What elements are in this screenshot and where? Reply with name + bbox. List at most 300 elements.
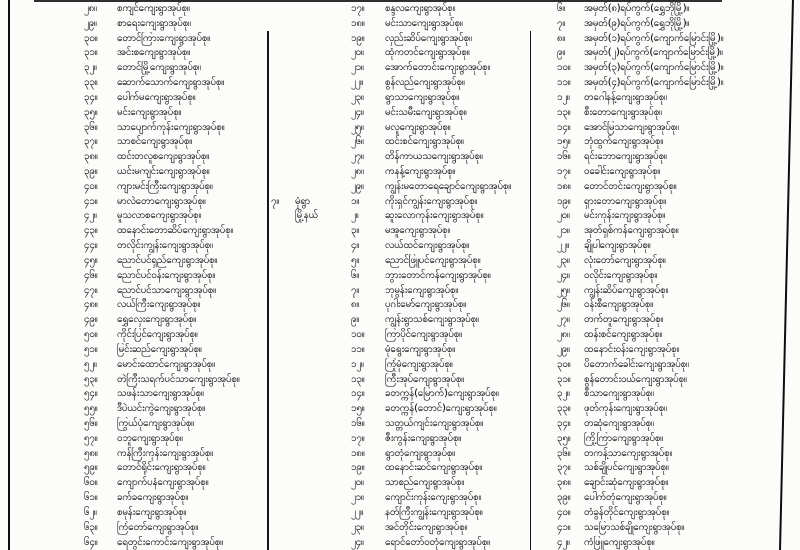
list-item	[84, 76, 267, 91]
entry-number: ၅၄။	[84, 388, 98, 400]
entry-label: အမှတ်(၁)ရပ်ကွက်(ကျောက်မြောင်းမြို့)။	[584, 32, 724, 44]
entry-number: ၈။	[351, 299, 360, 311]
entry-number: ၂၂။	[557, 240, 569, 252]
entry-label: သမြောသစ်ချိုကျေးရွာအုပ်စု။	[584, 521, 685, 533]
list-item	[351, 402, 529, 417]
entry-label: ကျောက်ပနံကျေးရွာအုပ်စု။	[117, 477, 209, 489]
entry-number: ၅၉။	[84, 462, 98, 474]
entry-number: ၂၁။	[351, 62, 364, 74]
list-item	[84, 135, 267, 150]
entry-number: ၁၅။	[351, 403, 365, 415]
list-item	[557, 461, 783, 476]
entry-number: ၁၇။	[351, 432, 365, 444]
entry-number: ၂၅။	[351, 121, 364, 133]
entry-label: ကြွယ်ပုံကျေးရွာအုပ်စု။	[117, 417, 194, 429]
entry-label: ညောင်ပင်သာကျေးရွာအုပ်စု။	[117, 284, 216, 296]
entry-label: ခက်ခကျေးရွာအုပ်စု။	[117, 492, 189, 504]
list-item	[557, 313, 783, 328]
list-item	[351, 209, 529, 224]
entry-number: ၄၁။	[557, 521, 571, 533]
list-item	[84, 521, 267, 536]
list-item	[557, 61, 783, 76]
entry-number: ၅၂။	[84, 358, 97, 370]
entry-number: ၂။	[351, 210, 359, 222]
entry-label: ရေတွင်းကောင်းကျေးရွာအုပ်စု။	[117, 536, 223, 548]
entry-number: ၄၇။	[84, 284, 98, 296]
entry-label: ယင်းမကျင်းကျေးရွာအုပ်စု။	[117, 166, 210, 178]
entry-label: လှည်းဆိပ်ကျေးရွာအုပ်စု။	[385, 32, 472, 44]
page-left-border-line	[8, 0, 10, 550]
entry-label: အမှတ်(၉)ရပ်ကွက်(ရွှေဘိုမြို့)။	[584, 17, 690, 29]
entry-number: ၂၀။	[557, 210, 570, 222]
entry-number: ၂၂။	[351, 77, 363, 89]
entry-label: ဇီးကွန်းကျေးရွာအုပ်စု။	[385, 432, 462, 444]
entry-number: ၂၀။	[351, 477, 364, 489]
entry-number: ၄၄။	[84, 240, 98, 252]
entry-label: သာစည်ကျေးရွာအုပ်စု။	[385, 477, 465, 489]
entry-label: စွန်တောင်းဝယ်ကျေးရွာအုပ်စု။	[584, 373, 687, 385]
list-item	[557, 358, 783, 373]
entry-number: ၁၉။	[557, 195, 571, 207]
entry-label: ကျွန်းဆိပ်ကျေးရွာအုပ်စု။	[584, 284, 669, 296]
list-item	[84, 239, 267, 254]
entry-label: ထနောင်းဝန်းကျေးရွာအုပ်စု။	[584, 343, 680, 355]
entry-number: ၂၃။	[557, 254, 570, 266]
entry-label: ရွာတုံကျေးရွာအုပ်စု။	[385, 447, 455, 459]
entry-label: လယ်ထင်ကျေးရွာအုပ်စု။	[385, 240, 470, 252]
entry-label: စီသာကျေးရွာအုပ်စု။	[584, 388, 654, 400]
list-item	[84, 106, 267, 121]
list-item	[557, 17, 783, 32]
list-item	[557, 491, 783, 506]
entry-label: ဝဘူကျေးရွာအုပ်စု။	[117, 432, 183, 444]
entry-label: သဖန်းသာကျေးရွာအုပ်စု။	[117, 388, 204, 400]
entry-number: ၃၆။	[557, 447, 571, 459]
entry-label: ထန်းစင်ကျေးရွာအုပ်စု။	[584, 329, 663, 341]
entry-number: ၃၉။	[84, 166, 98, 178]
entry-label: ထင်းစင်ကျေးရွာအုပ်စု။	[385, 136, 464, 148]
entry-label: အုတ်ရှစ်ကန်ကျေးရွာအုပ်စု။	[584, 225, 679, 237]
list-item	[84, 417, 267, 432]
entry-label: ကန်ကြီးကုန်းကျေးရွာအုပ်စု။	[117, 447, 213, 459]
list-item	[84, 506, 267, 521]
entry-number: ၅၆။	[84, 417, 98, 429]
entry-label: အမှတ်(၂)ရပ်ကွက်(ကျောက်မြောင်းမြို့)။	[584, 47, 723, 59]
list-item	[84, 358, 267, 373]
list-item	[84, 165, 267, 180]
list-item	[351, 343, 529, 358]
list-item	[351, 91, 529, 106]
list-item	[351, 239, 529, 254]
entry-label: ကြုံမုံကျေးရွာအုပ်စု။	[385, 358, 453, 370]
entry-number: ၃၀။	[557, 358, 571, 370]
entry-label: ညောင်ဖြူပင်ကျေးရွာအုပ်စု။	[385, 254, 481, 266]
list-item	[557, 32, 783, 47]
entry-number: ၉။	[557, 47, 566, 59]
entry-label: သာစင်ကျေးရွာအုပ်စု။	[117, 136, 192, 148]
entry-number: ၁၉။	[351, 462, 365, 474]
entry-number: ၃၂။	[557, 388, 570, 400]
entry-label: ကျားမင်းကြီးကျေးရွာအုပ်စု။	[117, 180, 213, 192]
entry-number: ၁၅။	[557, 136, 571, 148]
entry-label: အင်းစကျေးရွာအုပ်စု။	[117, 47, 190, 59]
list-item	[84, 328, 267, 343]
list-item	[351, 17, 529, 32]
list-item	[557, 432, 783, 447]
entry-number: ၂၃။	[351, 521, 364, 533]
entry-number: ၃၀။	[84, 32, 98, 44]
list-item	[351, 195, 529, 210]
entry-label: အမှတ်(၃)ရပ်ကွက်(ကျောက်မြောင်းမြို့)။	[584, 62, 724, 74]
entry-number: ၃၉။	[557, 492, 571, 504]
entry-label: ချိုပါကျေးရွာအုပ်စု။	[584, 240, 651, 252]
entry-label: တောင်ကြားကျေးရွာအုပ်စု။	[117, 32, 210, 44]
entry-number: ၂၅။	[557, 284, 570, 296]
entry-number: ၆၄။	[84, 536, 98, 548]
entry-label: အမှတ်(၈)ရပ်ကွက်(ရွှေဘိုမြို့)။	[584, 3, 690, 14]
entry-number: ၁၇။	[557, 166, 571, 178]
entry-label: စာရေးကျေးရွာအုပ်စု။	[117, 17, 191, 29]
entry-number: ၁၂။	[351, 358, 364, 370]
list-item	[557, 76, 783, 91]
entry-label: ကိုင်းပြင်ကျေးရွာအုပ်စု။	[117, 329, 198, 341]
entry-number: ၂၀။	[351, 47, 364, 59]
list-item	[557, 91, 783, 106]
entry-number: ၃၁။	[557, 373, 571, 385]
entry-number: ၅၁။	[84, 343, 98, 355]
entry-label: ကျွန်းမတောရေချောင်ကျေးရွာအုပ်စု။	[385, 180, 511, 192]
entry-label: ကံဖြူကျေးရွာအုပ်စု။	[584, 536, 655, 548]
entry-number: ၉။	[351, 314, 360, 326]
list-item	[84, 536, 267, 550]
entry-number: ၅၇။	[84, 432, 98, 444]
list-item	[557, 506, 783, 521]
entry-label: တဆုံကျေးရွာအုပ်စု။	[584, 417, 654, 429]
entry-label: ဘုံထွက်ကျေးရွာအုပ်စု။	[584, 136, 664, 148]
entry-number: ၂၃။	[351, 91, 364, 103]
column-divider-right	[530, 31, 532, 550]
list-item	[84, 195, 267, 210]
entry-label: ကနန့်ကျေးရွာအုပ်စု။	[385, 166, 456, 178]
entry-label: ထနောင်းဆင်ကျေးရွာအုပ်စု။	[385, 462, 483, 474]
entry-label: ကြံတော်ကျေးရွာအုပ်စု။	[117, 521, 199, 533]
entry-label: မင်းကုန်းကျေးရွာအုပ်စု။	[584, 210, 666, 222]
entry-number: ၂၉။	[84, 17, 97, 29]
list-item	[557, 447, 783, 462]
entry-label: ကြီးအုပ်ကျေးရွာအုပ်စု။	[385, 373, 464, 385]
list-item	[351, 180, 529, 195]
list-item	[351, 61, 529, 76]
entry-number: ၁၄။	[557, 121, 571, 133]
list-item	[351, 121, 529, 136]
list-item	[351, 298, 529, 313]
entry-number: ၁။	[351, 195, 360, 207]
entry-number: ၇။	[351, 284, 360, 296]
list-item	[351, 387, 529, 402]
list-item	[84, 432, 267, 447]
list-item	[84, 373, 267, 388]
entry-label: ဘွားတောင်ကန်ကျေးရွာအုပ်စု။	[385, 269, 491, 281]
entry-label: ချောင်းဆုံကျေးရွာအုပ်စု။	[584, 477, 669, 489]
entry-number: ၂၉။	[351, 180, 364, 192]
entry-number: ၂၄။	[351, 106, 364, 118]
list-item	[351, 254, 529, 269]
list-item	[351, 373, 529, 388]
list-item	[557, 387, 783, 402]
entry-label: သာပျောက်ကုန်းကျေးရွာအုပ်စု။	[117, 121, 225, 133]
entry-label: ဘုမွန်းကျေးရွာအုပ်စု။	[385, 284, 459, 296]
list-item	[351, 491, 529, 506]
entry-number: ၆။	[351, 269, 360, 281]
entry-number: ၂၄။	[557, 269, 570, 281]
entry-label: ရင်းဘောကျေးရွာအုပ်စု။	[584, 151, 667, 163]
entry-label: ကြို့ကြာကျေးရွာအုပ်စု။	[584, 432, 663, 444]
entry-number: ၃၅။	[84, 106, 98, 118]
township-heading-line1	[271, 195, 351, 210]
list-item	[351, 506, 529, 521]
entry-number: ၁၀။	[351, 329, 365, 341]
entry-label: ထနောင်းတောဆိပ်ကျေးရွာအုပ်စု။	[117, 225, 234, 237]
list-item	[557, 150, 783, 165]
entry-label: တကန့်သာကျေးရွာအုပ်စု။	[584, 447, 673, 459]
entry-label: ခတက္ကန်(တောင်)ကျေးရွာအုပ်စု။	[385, 403, 497, 415]
entry-number: ၂၈။	[84, 3, 97, 14]
list-item	[84, 32, 267, 47]
village-list-column-left	[84, 0, 267, 550]
entry-label: တဂေါနန့်ကျေးရွာအုပ်စု။	[584, 91, 667, 103]
list-item	[84, 224, 267, 239]
list-item	[84, 91, 267, 106]
list-item	[351, 106, 529, 121]
list-item	[84, 46, 267, 61]
list-item	[557, 284, 783, 299]
list-item	[557, 239, 783, 254]
entry-number: ၁၂။	[557, 91, 570, 103]
entry-label: တောင်ရိုင်းကျေးရွာအုပ်စု။	[117, 462, 206, 474]
entry-label: အမှတ်(၄)ရပ်ကွက်(ကျောက်မြောင်းမြို့)။	[584, 77, 724, 89]
list-item	[351, 76, 529, 91]
entry-label: ကျွန်းရွာသစ်ကျေးရွာအုပ်စု။	[385, 314, 479, 326]
list-item	[351, 32, 529, 47]
list-item	[84, 209, 267, 224]
list-item	[84, 121, 267, 136]
list-item	[351, 313, 529, 328]
entry-number: ၄၅။	[84, 254, 98, 266]
list-item	[84, 491, 267, 506]
entry-label: ထုံကတင်ကျေးရွာအုပ်စု။	[385, 47, 470, 59]
entry-label: ကြာပိုင်ကျေးရွာအုပ်စု။	[385, 329, 462, 341]
entry-number: ၄၃။	[84, 225, 98, 237]
entry-label: မအူကျေးရွာအုပ်စု။	[385, 225, 451, 237]
village-list-column-right	[557, 0, 783, 550]
entry-number: ၆၀။	[84, 477, 98, 489]
list-item	[351, 521, 529, 536]
entry-number: ၄၀။	[84, 180, 98, 192]
entry-number: ၃၇။	[557, 462, 571, 474]
entry-label: မင်းကျေးရွာအုပ်စု။	[117, 106, 182, 118]
list-item	[351, 269, 529, 284]
entry-number: ၂၆။	[351, 136, 364, 148]
list-item	[557, 46, 783, 61]
entry-label: တလိုင်းကျွန်းကျေးရွာအုပ်စု။	[117, 240, 213, 252]
list-item	[84, 61, 267, 76]
entry-number: ၆။	[557, 3, 566, 14]
entry-number: ၅၃။	[84, 373, 98, 385]
list-item	[351, 476, 529, 491]
entry-number: ၄၆။	[84, 269, 98, 281]
entry-label: မူသလာစကျေးရွာအုပ်စု။	[117, 210, 202, 222]
entry-label: မောင်းထောင်ကျေးရွာအုပ်စု။	[117, 358, 215, 370]
entry-number: ၁၀။	[557, 62, 571, 74]
entry-label: သစ်ချိုပင်ကျေးရွာအုပ်စု။	[584, 462, 669, 474]
entry-number: ၄။	[351, 240, 360, 252]
entry-number: ၁၁။	[351, 343, 365, 355]
list-item	[351, 284, 529, 299]
entry-label: လယ်ကြီးကျေးရွာအုပ်စု။	[117, 299, 201, 311]
entry-number: ၄၈။	[84, 299, 98, 311]
entry-label: တက်တူကျေးရွာအုပ်စု။	[584, 314, 664, 326]
entry-label: အောက်တောင်းကျေးရွာအုပ်စု။	[385, 62, 491, 74]
entry-label: လုံးတော်ကျေးရွာအုပ်စု။	[584, 254, 666, 266]
list-item	[351, 2, 529, 17]
entry-number: ၃၁။	[84, 47, 98, 59]
entry-number: ၁၇။	[351, 3, 365, 14]
entry-label: မင်းသာကျေးရွာအုပ်စု။	[385, 17, 463, 29]
entry-number: ၃၈။	[84, 151, 98, 163]
entry-label: တိန်ကာယသကျေးရွာအုပ်စု။	[385, 151, 483, 163]
entry-label: မလူကျေးရွာအုပ်စု။	[385, 121, 451, 133]
entry-number: ၂၇။	[351, 151, 364, 163]
list-item	[557, 209, 783, 224]
list-item	[557, 106, 783, 121]
entry-label: ထင်းတလူစကျေးရွာအုပ်စု။	[117, 151, 209, 163]
list-item	[557, 417, 783, 432]
list-item	[557, 476, 783, 491]
list-item	[351, 328, 529, 343]
entry-number: ၇။	[557, 17, 566, 29]
entry-label: ဝလိုင်းကျေးရွာအုပ်စု။	[584, 269, 658, 281]
entry-number: ၃၅။	[557, 432, 571, 444]
entry-number: ၁၉။	[351, 32, 365, 44]
entry-number: ၁၈။	[351, 17, 365, 29]
entry-number: ၁၈။	[351, 447, 365, 459]
entry-number: ၂၇။	[557, 314, 570, 326]
entry-number: ၂၄။	[351, 536, 364, 548]
list-item	[84, 17, 267, 32]
entry-number: ၃၆။	[84, 121, 98, 133]
list-item	[351, 447, 529, 462]
entry-number: ၄၀။	[557, 506, 571, 518]
entry-label: စန္ဒလကျေးရွာအုပ်စု။	[385, 3, 456, 14]
list-item	[351, 135, 529, 150]
entry-label: ကိုးရှင်ကျွန်းကျေးရွာအုပ်စု။	[385, 195, 478, 207]
list-item	[557, 254, 783, 269]
entry-label: တောင်တင်းကျေးရွာအုပ်စု။	[584, 180, 677, 192]
township-heading	[271, 195, 351, 225]
entry-label: တဲကြီးသရက်ပင်သာကျေးရွာအုပ်စု။	[117, 373, 240, 385]
entry-number: ၂၈။	[351, 166, 364, 178]
list-item	[351, 46, 529, 61]
entry-number: ၄၁။	[84, 195, 98, 207]
list-item	[351, 358, 529, 373]
entry-label: ရွာသာကျေးရွာအုပ်စု။	[385, 91, 459, 103]
list-item	[557, 195, 783, 210]
list-item	[351, 224, 529, 239]
entry-label: တံခွန်တိုင်ကျေးရွာအုပ်စု။	[584, 506, 670, 518]
list-item	[84, 2, 267, 17]
entry-number: ၃။	[351, 225, 360, 237]
list-item	[84, 387, 267, 402]
list-item	[84, 402, 267, 417]
column-divider-left	[267, 31, 269, 550]
entry-number: ၁၃။	[351, 373, 365, 385]
entry-label: ညောင်ပင်ရှည်ကျေးရွာအုပ်စု။	[117, 254, 218, 266]
entry-number: ၃၄။	[557, 417, 571, 429]
list-item	[557, 224, 783, 239]
list-item	[557, 402, 783, 417]
list-item	[557, 343, 783, 358]
list-item	[84, 476, 267, 491]
entry-number: ၁၆။	[351, 417, 365, 429]
entry-number: ၃၈။	[557, 477, 571, 489]
list-item	[351, 150, 529, 165]
entry-number: ၆၁။	[84, 492, 98, 504]
entry-number: ၅။	[351, 254, 360, 266]
entry-number: ၁၈။	[557, 180, 571, 192]
list-item	[84, 254, 267, 269]
entry-number: ၅၈။	[84, 447, 98, 459]
entry-label: မင်းသမီးကျေးရွာအုပ်စု။	[385, 106, 467, 118]
list-item	[84, 447, 267, 462]
entry-number: ၂၂။	[351, 506, 363, 518]
list-item	[84, 343, 267, 358]
entry-label: ပေါက်မကျေးရွာအုပ်စု။	[117, 91, 196, 103]
entry-label: ခတက္ကန်(မြောက်)ကျေးရွာအုပ်စု။	[385, 388, 499, 400]
entry-label: ဒီပဲယင်းကွဲကျေးရွာအုပ်စု။	[117, 403, 205, 415]
list-item	[557, 521, 783, 536]
list-item	[557, 328, 783, 343]
entry-label: စွန်လည်ကျေးရွာအုပ်စု။	[385, 77, 465, 89]
entry-label: နတ်ကြီးကျွန်းကျေးရွာအုပ်စု။	[385, 506, 483, 518]
entry-number: ၃၂။	[84, 62, 97, 74]
entry-label: ဖုတ်ကုန်းကျေးရွာအုပ်စု။	[584, 403, 667, 415]
entry-label: ရောင်တော်ဝတုံကျေးရွာအုပ်စု။	[385, 536, 490, 548]
list-item	[557, 121, 783, 136]
entry-label: မြင်းဆည်ကျေးရွာအုပ်စု။	[117, 343, 202, 355]
entry-label: ဆောက်သောက်ကျေးရွာအုပ်စု။	[117, 77, 224, 89]
list-item	[557, 135, 783, 150]
entry-number: ၃၃။	[84, 77, 98, 89]
entry-label: စကျင်ကျေးရွာအုပ်စု။	[117, 3, 190, 14]
entry-label: ကျောင်းကုန်းကျေးရွာအုပ်စု။	[385, 492, 482, 504]
list-item	[84, 284, 267, 299]
entry-number: ၄၉။	[84, 314, 98, 326]
entry-number: ၃၃။	[557, 403, 571, 415]
township-name: မုံရွာ	[295, 195, 310, 207]
list-item	[84, 461, 267, 476]
entry-number: ၂၆။	[557, 299, 570, 311]
entry-label: ပိတောက်ခေါင်းကျေးရွာအုပ်စု။	[584, 358, 689, 370]
entry-label: ပေါက်တုံကျေးရွာအုပ်စု။	[584, 492, 667, 504]
entry-number: ၁၄။	[351, 388, 365, 400]
entry-label: ပုဂါးမော်ကျေးရွာအုပ်စု။	[385, 299, 466, 311]
list-item	[351, 165, 529, 180]
entry-label: စီးတောကျေးရွာအုပ်စု။	[584, 106, 662, 118]
list-item	[351, 536, 529, 550]
entry-label: အင်တိုင်းကျေးရွာအုပ်စု။	[385, 521, 468, 533]
township-name-line2: မြို့နယ်	[295, 210, 318, 222]
entry-label: ရွှေလှေးကျေးရွာအုပ်စု။	[117, 314, 197, 326]
